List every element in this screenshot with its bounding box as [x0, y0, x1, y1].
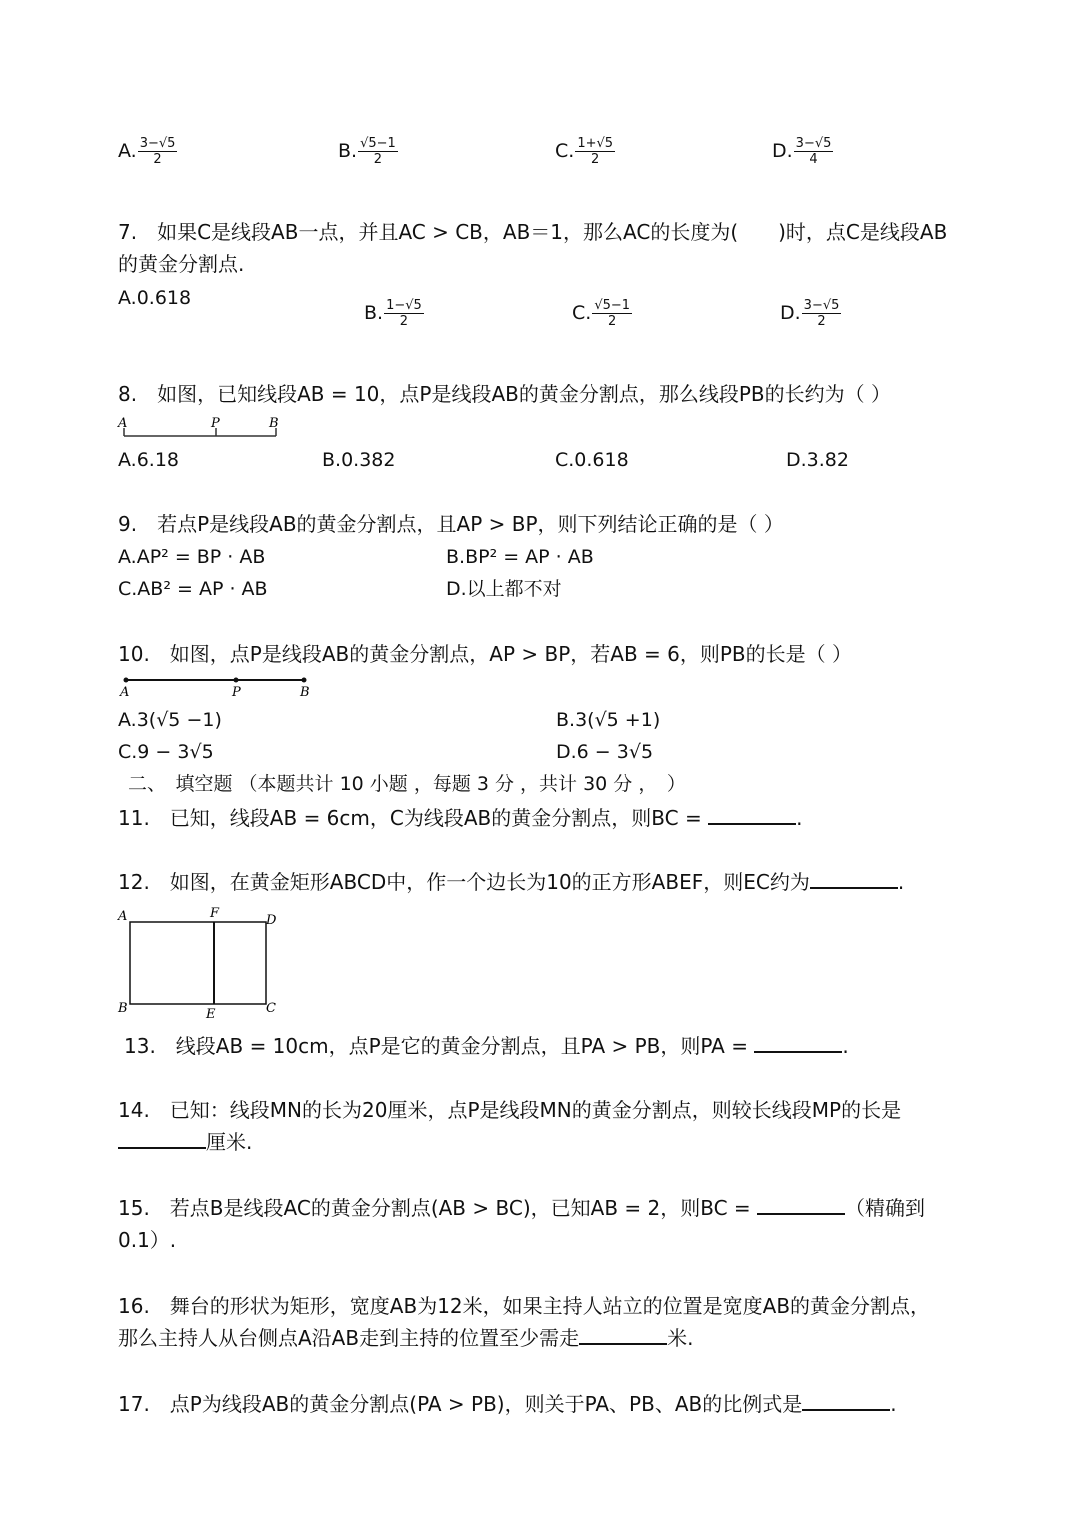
q10-label-p: P: [232, 685, 241, 698]
q10-text: 10. 如图，点P是线段AB的黄金分割点，AP > BP，若AB = 6，则PB的长是（ ）: [118, 642, 853, 666]
q6-option-d: D. $\frac{3-√5}{4}$: [772, 136, 832, 167]
q12-label-e: E: [206, 1007, 216, 1022]
q8-option-d: D.3.82: [786, 449, 849, 471]
q10-label-b: B: [300, 685, 310, 698]
q10-option-b: B.3(√5 +1): [556, 709, 661, 731]
q8-segment-figure: [116, 414, 286, 440]
q7-option-c: C. $\frac{√5-1}{2}$: [572, 298, 631, 329]
q12-label-c: C: [266, 1001, 276, 1016]
q8-text: 8. 如图，已知线段AB = 10，点P是线段AB的黄金分割点，那么线段PB的长约为（ ）: [118, 382, 892, 406]
q12-label-d: D: [266, 913, 277, 928]
section2-title: 二、 填空题 （本题共计 10 小题 ，每题 3 分 ，共计 30 分 ， ）: [128, 773, 686, 795]
q11-text: 11. 已知，线段AB = 6cm，C为线段AB的黄金分割点，则BC = .: [118, 802, 802, 834]
q9-option-b: B.BP² = AP · AB: [446, 546, 594, 568]
q12-rectangle: [130, 922, 266, 1004]
q15-text-line2: 0.1）.: [118, 1228, 177, 1252]
q9-option-d: D.以上都不对: [446, 578, 562, 600]
q17-answer-blank[interactable]: [802, 1389, 890, 1411]
q14-text-line1: 14. 已知：线段MN的长为20厘米，点P是线段MN的黄金分割点，则较长线段MP的长是: [118, 1098, 902, 1122]
q7-text-line1: 7. 如果C是线段AB一点，并且AC > CB，AB＝1，那么AC的长度为( )时，点C是线段AB: [118, 220, 948, 244]
q10-option-c: C.9 − 3√5: [118, 741, 214, 763]
q15-answer-blank[interactable]: [757, 1193, 845, 1215]
q8-option-a: A.6.18: [118, 449, 180, 471]
q12-rectangle-figure: [116, 904, 286, 1022]
q16-text-line1: 16. 舞台的形状为矩形，宽度AB为12米，如果主持人站立的位置是宽度AB的黄金分割点，: [118, 1294, 931, 1318]
q8-label-b: B: [269, 416, 279, 431]
q10-option-d: D.6 − 3√5: [556, 741, 654, 763]
q12-text: 12. 如图，在黄金矩形ABCD中，作一个边长为10的正方形ABEF，则EC约为 .: [118, 866, 904, 898]
q12-label-b: B: [118, 1001, 128, 1016]
q9-option-c: C.AB² = AP · AB: [118, 578, 268, 600]
q10-label-a: A: [120, 685, 130, 698]
q10-segment-figure: [116, 672, 316, 698]
q12-label-f: F: [210, 906, 220, 921]
q8-label-p: P: [211, 416, 220, 431]
q10-option-a: A.3(√5 −1): [118, 709, 222, 731]
q12-answer-blank[interactable]: [810, 867, 898, 889]
q16-answer-blank[interactable]: [579, 1323, 667, 1345]
q8-label-a: A: [118, 416, 128, 431]
q14-text-line2: 厘米.: [118, 1126, 252, 1158]
q9-text: 9. 若点P是线段AB的黄金分割点，且AP > BP，则下列结论正确的是（ ）: [118, 512, 784, 536]
q13-text: 13. 线段AB = 10cm，点P是它的黄金分割点，且PA > PB，则PA = .: [124, 1030, 849, 1062]
q15-text-line1: 15. 若点B是线段AC的黄金分割点(AB > BC)，已知AB = 2，则BC = （精确到: [118, 1192, 925, 1224]
q7-text-line2: 的黄金分割点.: [118, 252, 245, 276]
q6-option-a: A. $\frac{3-√5}{2}$: [118, 136, 176, 167]
q7-option-a: A.0.618: [118, 287, 192, 309]
q9-option-a: A.AP² = BP · AB: [118, 546, 266, 568]
q12-label-a: A: [118, 909, 128, 924]
q7-option-d: D. $\frac{3-√5}{2}$: [780, 298, 840, 329]
q16-text-line2: 那么主持人从台侧点A沿AB走到主持的位置至少需走 米.: [118, 1322, 693, 1354]
q14-answer-blank[interactable]: [118, 1127, 206, 1149]
q6-option-b: B. $\frac{√5-1}{2}$: [338, 136, 396, 167]
q7-option-b: B. $\frac{1-√5}{2}$: [364, 298, 422, 329]
q11-answer-blank[interactable]: [708, 803, 796, 825]
q6-option-c: C. $\frac{1+√5}{2}$: [555, 136, 614, 167]
q8-option-c: C.0.618: [555, 449, 629, 471]
q8-option-b: B.0.382: [322, 449, 396, 471]
q13-answer-blank[interactable]: [754, 1031, 842, 1053]
q17-text: 17. 点P为线段AB的黄金分割点(PA > PB)，则关于PA、PB、AB的比例式是 .: [118, 1388, 897, 1420]
